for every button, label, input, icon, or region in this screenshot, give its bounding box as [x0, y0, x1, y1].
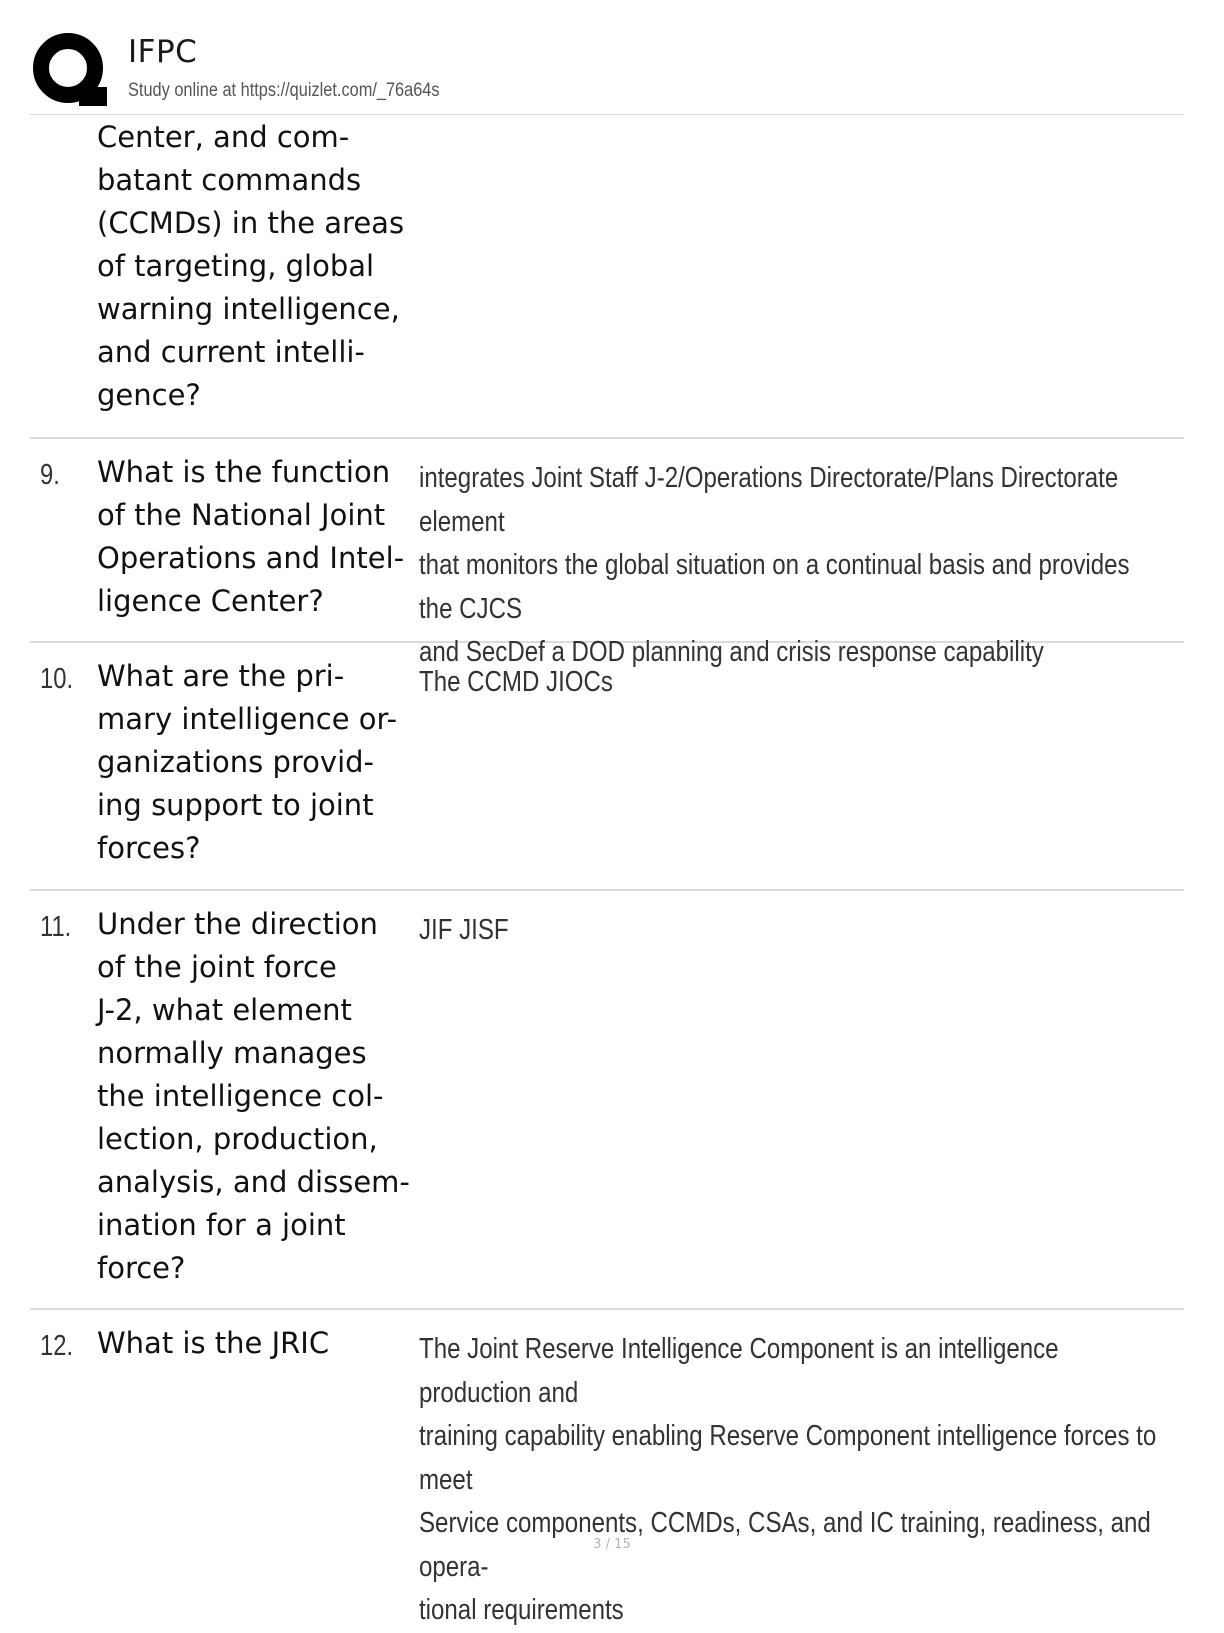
card-question: What are the pri- mary intelligence or- ganizations provid- ing support to joint forces? [97, 659, 398, 865]
deck-title: IFPC [128, 34, 198, 70]
flashcard-11 [30, 889, 1184, 1310]
card-question: Center, and com- batant commands (CCMDs) in the areas of targeting, global warning intelligence, and current intelli- gence? [97, 120, 405, 412]
card-question: Under the direction of the joint force J-2, what element normally manages the intelligence col- lection, production, analysis, and dissem- ination for a joint force? [97, 907, 410, 1285]
card-question: What is the JRIC [97, 1326, 330, 1360]
card-number: 10. [40, 663, 74, 695]
card-answer: JIF JISF [419, 914, 509, 946]
flashcard-10 [30, 641, 1184, 891]
quizlet-q-logo-icon [32, 32, 108, 108]
card-number: 12. [40, 1330, 74, 1362]
page-number: 3 / 15 [593, 1537, 631, 1552]
card-answer: The CCMD JIOCs [419, 666, 613, 698]
card-number: 9. [40, 459, 60, 491]
flashcard-8-continued [30, 114, 1184, 439]
study-online-link[interactable]: Study online at https://quizlet.com/_76a64s [128, 80, 440, 101]
card-answer: The Joint Reserve Intelligence Component is an intelligence production and training capability enabling Reserve Component intelligence forces to meet Service components, CCMDs, CSAs, and IC training, readiness, and opera- tional requirements [419, 1333, 1157, 1626]
card-number: 11. [40, 911, 72, 943]
card-question: What is the function of the National Joint Operations and Intel- ligence Center? [97, 455, 405, 618]
page-header [30, 28, 1184, 115]
card-answer: integrates Joint Staff J-2/Operations Directorate/Plans Directorate element that monitors the global situation on a continual basis and provides the CJCS and SecDef a DOD planning and crisis response capability [419, 462, 1130, 668]
flashcard-9 [30, 437, 1184, 668]
